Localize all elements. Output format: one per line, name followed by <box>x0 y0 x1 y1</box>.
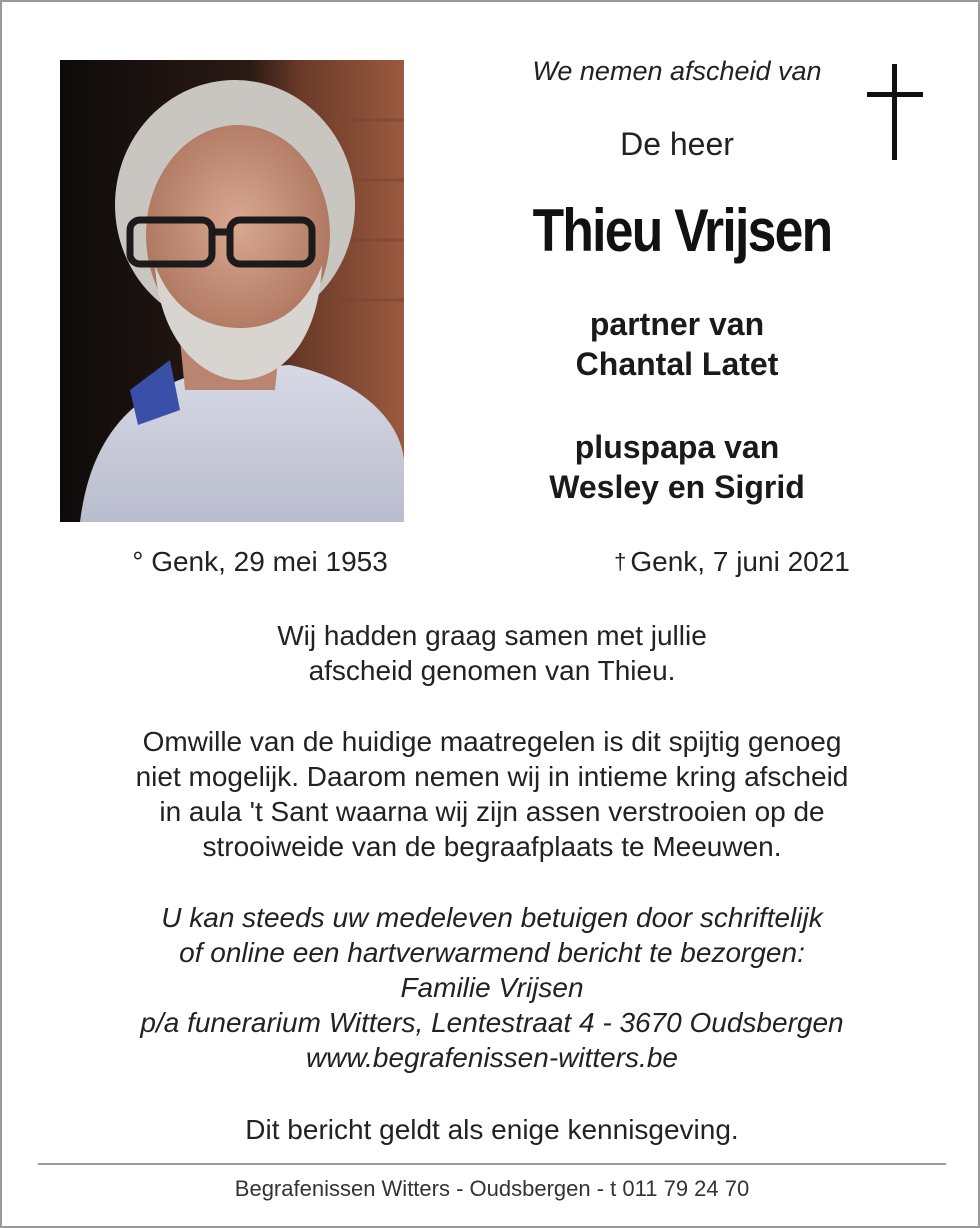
death-text: Genk, 7 juni 2021 <box>630 546 850 577</box>
text-line: U kan steeds uw medeleven betuigen door schriftelijk <box>161 902 823 933</box>
birth-symbol: ° <box>132 546 144 577</box>
text-line: Wij hadden graag samen met jullie <box>277 620 707 651</box>
family-name: Familie Vrijsen <box>400 972 584 1003</box>
paragraph-condolences <box>42 900 942 1075</box>
text-line: niet mogelijk. Daarom nemen wij in intieme kring afscheid <box>135 761 849 792</box>
paragraph-measures <box>42 724 942 864</box>
salutation: De heer <box>620 126 734 162</box>
relation-names: Wesley en Sigrid <box>549 469 805 505</box>
address: p/a funerarium Witters, Lentestraat 4 - 3670 Oudsbergen <box>140 1007 844 1038</box>
text-line: in aula 't Sant waarna wij zijn assen verstrooien op de <box>159 796 825 827</box>
text-line: of online een hartverwarmend bericht te bezorgen: <box>179 937 805 968</box>
dagger-icon: † <box>614 549 627 574</box>
closing-statement: Dit bericht geldt als enige kennisgeving. <box>245 1114 739 1145</box>
relation-names: Chantal Latet <box>575 346 779 382</box>
birth-info <box>60 546 460 578</box>
website-link[interactable]: www.begrafenissen-witters.be <box>306 1042 678 1073</box>
relation-label: pluspapa van <box>574 429 780 465</box>
deceased-name: Thieu Vrijsen <box>532 197 832 264</box>
relation-partner <box>442 304 912 384</box>
text-line: afscheid genomen van Thieu. <box>308 655 676 686</box>
intro-text: We nemen afscheid van <box>532 56 822 86</box>
relation-label: partner van <box>589 306 765 342</box>
portrait-photo <box>60 60 404 522</box>
birth-text: Genk, 29 mei 1953 <box>151 546 388 577</box>
text-line: Omwille van de huidige maatregelen is dit spijtig genoeg <box>142 726 842 757</box>
divider <box>38 1163 946 1165</box>
relation-pluspapa <box>442 427 912 507</box>
death-info <box>562 546 902 578</box>
footer-funeral-home: Begrafenissen Witters - Oudsbergen - t 011 79 24 70 <box>234 1176 750 1201</box>
paragraph-farewell <box>42 618 942 688</box>
text-line: strooiweide van de begraafplaats te Meeuwen. <box>202 831 782 862</box>
